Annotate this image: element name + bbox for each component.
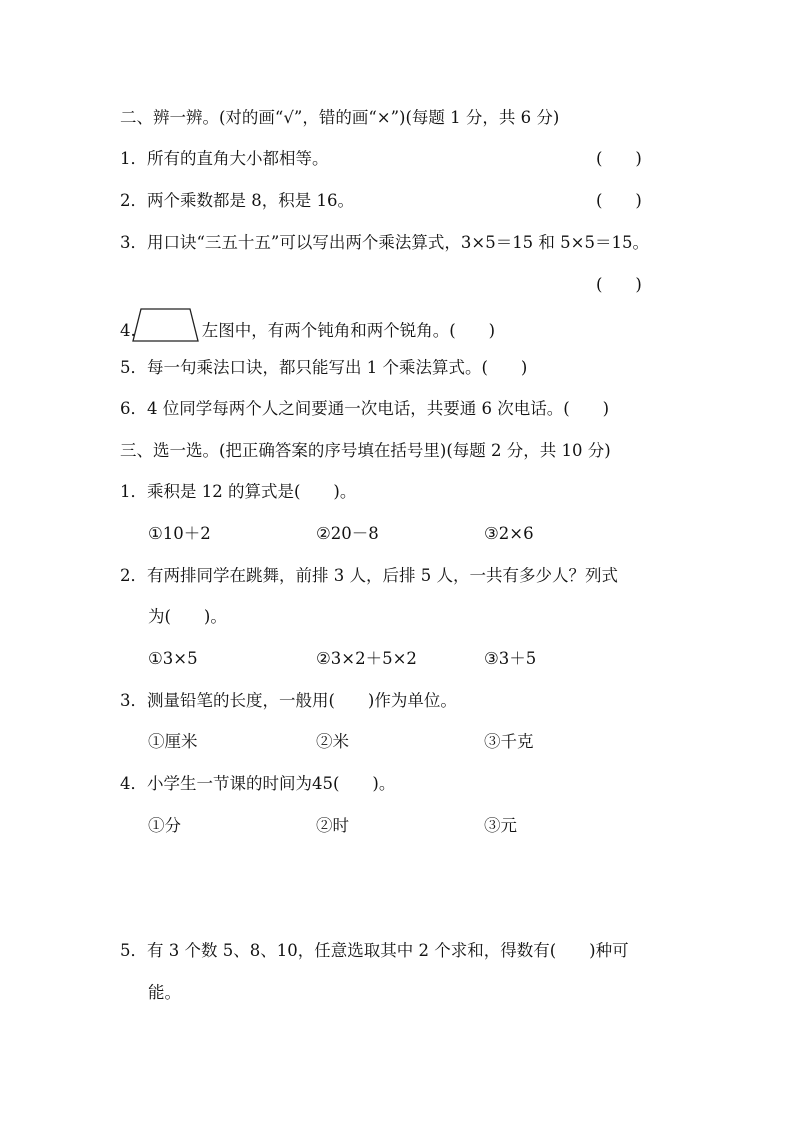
s3-q1-option-2[interactable]: ②20－8 [316,524,379,543]
s3-q5-line2: 能。 [148,983,181,1002]
s3-q4-option-1[interactable]: ①分 [148,816,181,835]
s3-q2: 2．有两排同学在跳舞，前排 3 人，后排 5 人，一共有多少人？列式 [120,566,618,585]
trapezoid-figure [131,308,203,342]
s3-q2-option-1[interactable]: ①3×5 [148,649,198,668]
s3-q1-option-1[interactable]: ①10＋2 [148,524,211,543]
s2-item-5: 5．每一句乘法口诀，都只能写出 1 个乘法算式。( ) [120,358,528,377]
s2-item-1-answer-paren[interactable]: ( ) [596,149,642,168]
s3-q4-option-2[interactable]: ②时 [316,816,349,835]
s3-q2-option-2[interactable]: ②3×2＋5×2 [316,649,417,668]
s2-item-2-answer-paren[interactable]: ( ) [596,191,642,210]
s3-q4: 4．小学生一节课的时间为45( )。 [120,774,396,793]
s2-item-3: 3．用口诀“三五十五”可以写出两个乘法算式，3×5＝15 和 5×5＝15。 [120,233,649,252]
s2-item-6: 6．4 位同学每两个人之间要通一次电话，共要通 6 次电话。( ) [120,399,610,418]
s3-q3-option-1[interactable]: ①厘米 [148,732,198,751]
section3-heading: 三、选一选。(把正确答案的序号填在括号里)(每题 2 分，共 10 分) [120,441,611,460]
s3-q1-option-3[interactable]: ③2×6 [484,524,534,543]
s3-q4-option-3[interactable]: ③元 [484,816,517,835]
s2-item-4-number: 4. [120,321,136,340]
s3-q3-option-2[interactable]: ②米 [316,732,349,751]
s3-q3: 3．测量铅笔的长度，一般用( )作为单位。 [120,691,457,710]
s3-q1: 1．乘积是 12 的算式是( )。 [120,482,357,501]
s2-item-1: 1．所有的直角大小都相等。 [120,149,329,168]
s3-q2-line2: 为( )。 [148,607,227,626]
s3-q2-option-3[interactable]: ③3＋5 [484,649,537,668]
s3-q3-option-3[interactable]: ③千克 [484,732,534,751]
s3-q5: 5．有 3 个数 5、8、10，任意选取其中 2 个求和，得数有( )种可 [120,941,629,960]
s2-item-4-text: 左图中，有两个钝角和两个锐角。( ) [201,321,496,340]
section2-heading: 二、辨一辨。(对的画“√”，错的画“×”)(每题 1 分，共 6 分) [120,108,560,127]
s2-item-2: 2．两个乘数都是 8，积是 16。 [120,191,354,210]
s2-item-3-answer-paren[interactable]: ( ) [596,275,642,294]
